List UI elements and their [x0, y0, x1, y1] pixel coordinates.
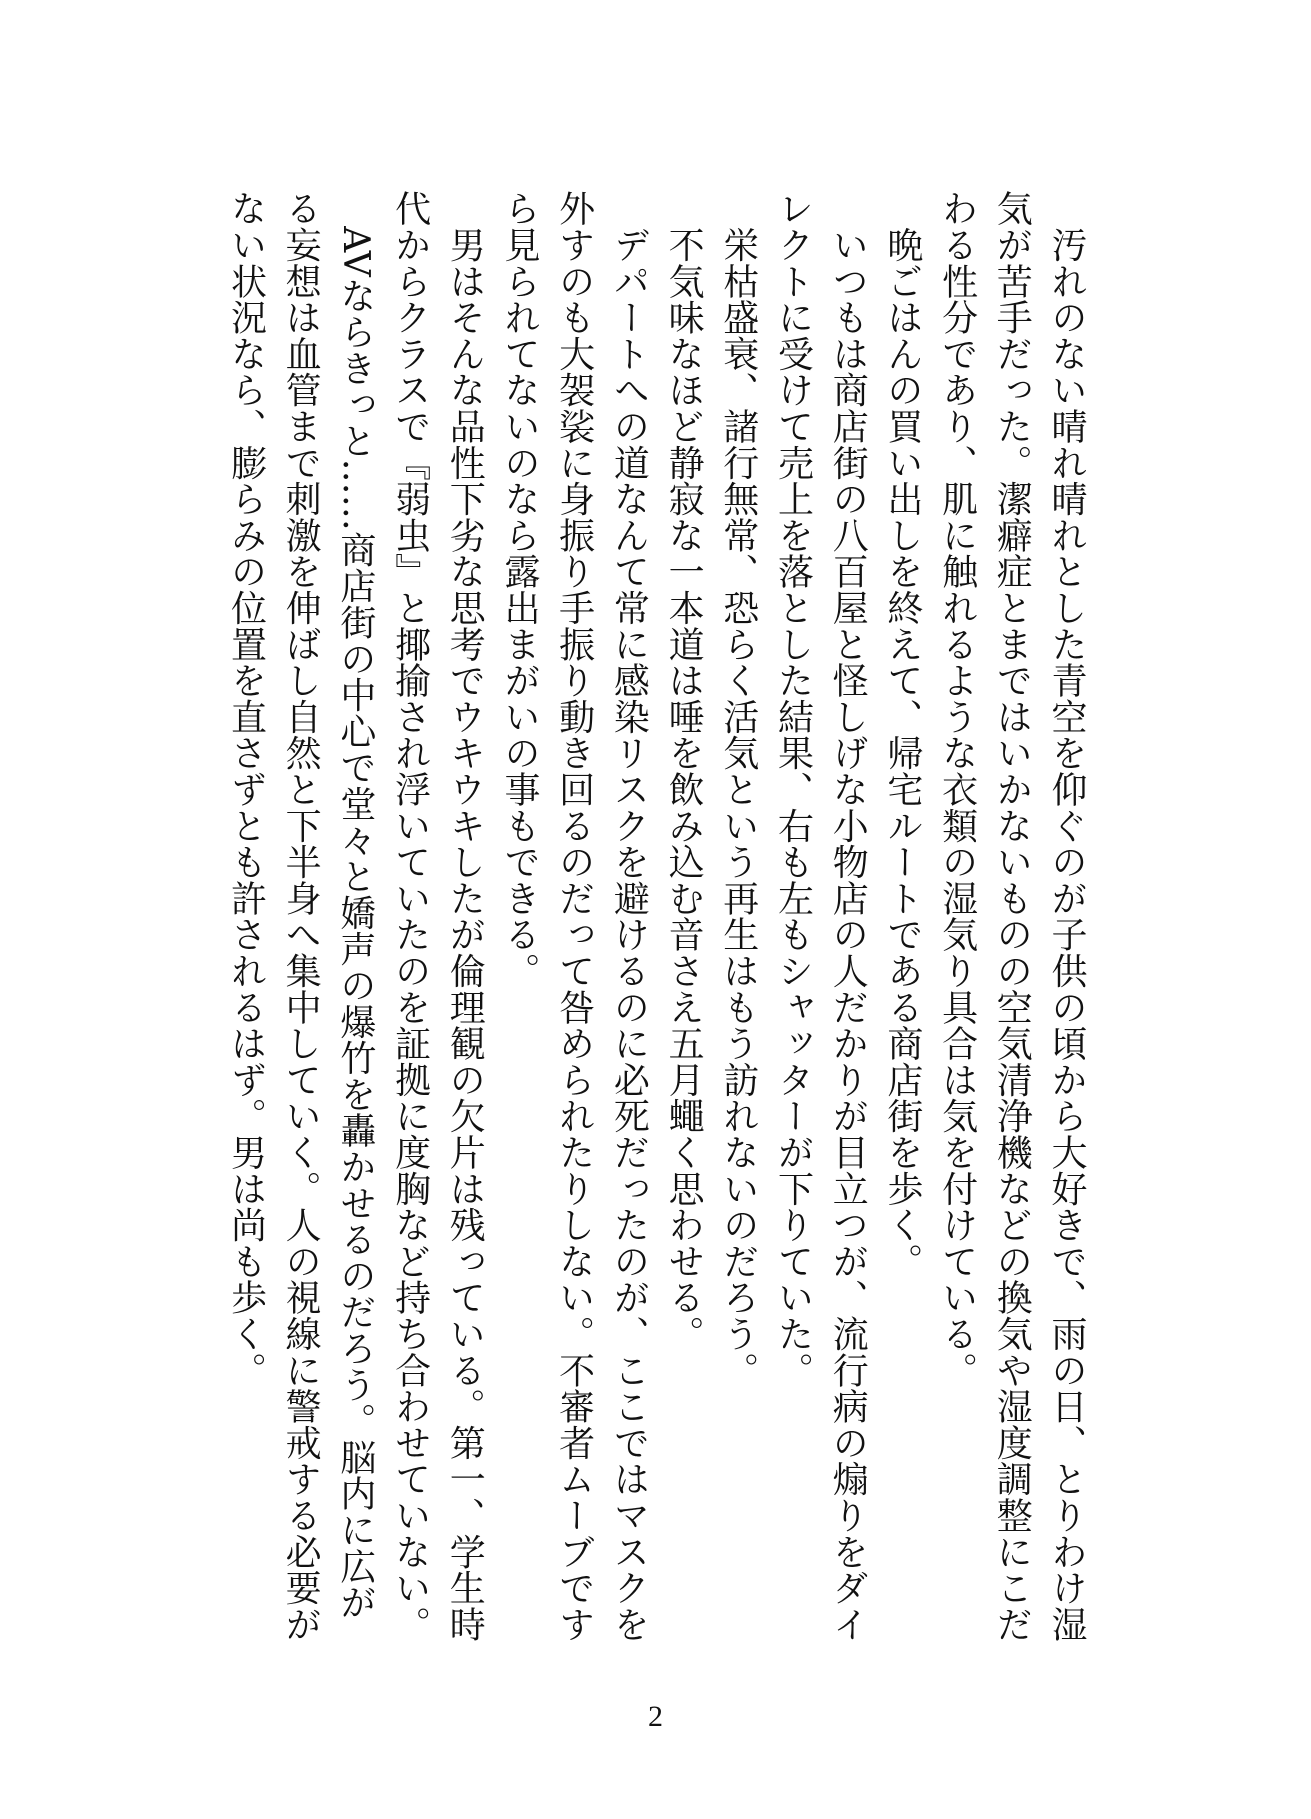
vertical-text-body [218, 190, 1093, 1660]
text-column: る妄想は血管まで刺激を伸ばし自然と下半身へ集中していく。人の視線に警戒する必要が [280, 190, 322, 1642]
text-column: 男はそんな品性下劣な思考でウキウキしたが倫理観の欠片は残っている。第一、学生時 [444, 190, 486, 1642]
text-column: 代からクラスで『弱虫』と揶揄され浮いていたのを証拠に度胸など持ち合わせていない。 [389, 190, 431, 1642]
text-column: 栄枯盛衰、諸行無常、恐らく活気という再生はもう訪れないのだろう。 [717, 190, 759, 1388]
text-column: 晩ごはんの買い出しを終えて、帰宅ルートである商店街を歩く。 [881, 190, 923, 1279]
text-column: ない状況なら、膨らみの位置を直さずとも許されるはず。男は尚も歩く。 [225, 190, 267, 1388]
text-column: 外すのも大袈裟に身振り手振り動き回るのだって咎められたりしない。不審者ムーブです [553, 190, 595, 1642]
text-column: 気が苦手だった。潔癖症とまではいかないものの空気清浄機などの換気や湿度調整にこだ [991, 190, 1033, 1642]
text-column: AVならきっと……商店街の中心で堂々と嬌声の爆竹を轟かせるのだろう。脳内に広が [334, 190, 376, 1621]
text-column: 汚れのない晴れ晴れとした青空を仰ぐのが子供の頃から大好きで、雨の日、とりわけ湿 [1046, 190, 1087, 1642]
text-column: デパートへの道なんて常に感染リスクを避けるのに必死だったのが、ここではマスクを [608, 190, 650, 1642]
text-column: わる性分であり、肌に触れるような衣類の湿気り具合は気を付けている。 [936, 190, 978, 1388]
text-column: 不気味なほど静寂な一本道は唾を飲み込む音さえ五月蠅く思わせる。 [663, 190, 705, 1352]
text-column: ら見られてないのなら露出まがいの事もできる。 [498, 190, 540, 989]
text-column: いつもは商店街の八百屋と怪しげな小物店の人だかりが目立つが、流行病の煽りをダイ [827, 190, 869, 1642]
text-column: レクトに受けて売上を落とした結果、右も左もシャッターが下りていた。 [772, 190, 814, 1388]
page-number: 2 [648, 1700, 663, 1733]
